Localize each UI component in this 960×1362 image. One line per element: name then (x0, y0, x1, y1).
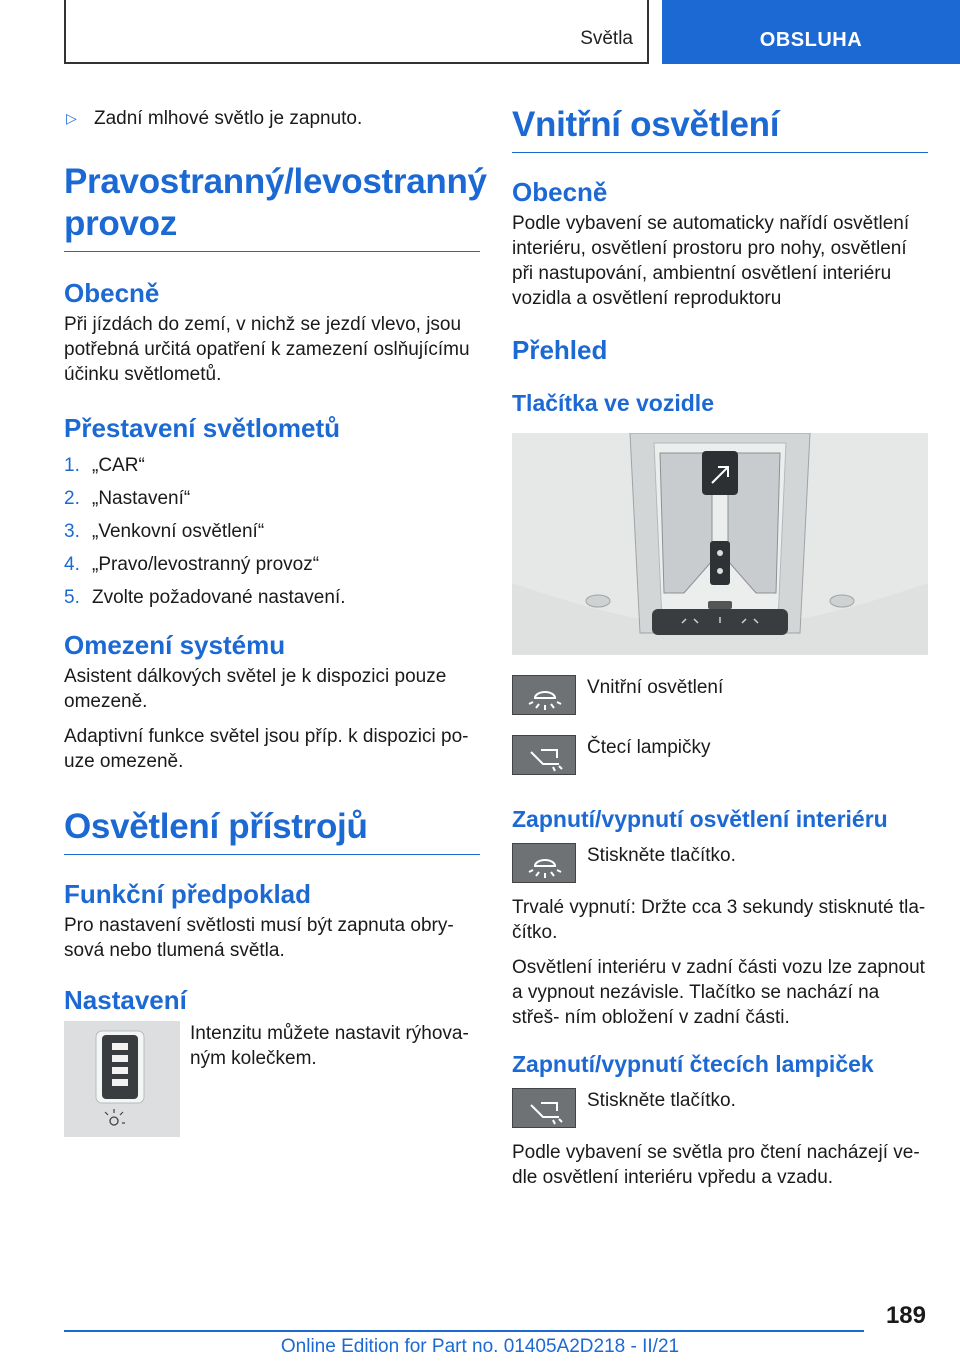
heading-buttons-in-vehicle: Tlačítka ve vozidle (512, 390, 714, 416)
obecne-left-text: Při jízdách do zemí, v nichž se jezdí vlevo, jsou potřebná určitá opatření k zamezení oslňujícímu účinku světlometů. (64, 314, 470, 385)
heading-obecne-left: Obecně (64, 278, 160, 308)
header-chapter-tab[interactable] (662, 0, 960, 64)
interior-light-legend (512, 675, 928, 715)
interior-permanent-off: Trvalé vypnutí: Držte cca 3 sekundy stisknuté tla- čítko. (512, 897, 926, 943)
limits-text-2: Adaptivní funkce světel jsou příp. k dispozici po- uze omezeně. (64, 726, 469, 772)
obecne-right-text: Podle vybavení se automaticky nařídí osvětlení interiéru, osvětlení prostoru pro nohy, osvětlení při nastupování, ambientní osvětlení interiéru vozidla a osvětlení reproduktoru (512, 213, 910, 309)
dome-light-icon (513, 844, 577, 884)
heading-instrument-lighting: Osvětlení přístrojů (64, 806, 480, 855)
headlight-steps (64, 453, 480, 610)
overhead-console-illustration (512, 433, 928, 655)
interior-press-text: Stiskněte tlačítko. (587, 845, 736, 866)
heading-interior-lighting: Vnitřní osvětlení (512, 104, 928, 153)
footer-divider (64, 1330, 864, 1332)
reading-location-text: Podle vybavení se světla pro čtení nacházejí ve- dle osvětlení interiéru vpředu a vzadu. (512, 1142, 920, 1188)
reading-lamp-icon (513, 1089, 577, 1129)
interior-press-row (512, 843, 928, 883)
interior-light-button[interactable] (512, 675, 576, 715)
heading-headlight-adjust: Přestavení světlometů (64, 413, 341, 443)
heading-obecne-right: Obecně (512, 177, 608, 207)
interior-light-label: Vnitřní osvětlení (587, 677, 724, 698)
prerequisite-text: Pro nastavení světlosti musí být zapnuta obry- sová nebo tlumená světla. (64, 915, 454, 961)
reading-light-label: Čtecí lampičky (587, 737, 711, 758)
limits-text-1: Asistent dálkových světel je k dispozici pouze omezeně. (64, 666, 447, 712)
dial-row (64, 1021, 480, 1137)
header-chapter-label: OBSLUHA (759, 29, 863, 51)
thumbwheel-icon (64, 1021, 180, 1137)
overhead-console-image (512, 433, 928, 655)
reading-light-legend (512, 735, 928, 775)
step-item: 4. „Pravo/levostranný provoz“ (64, 554, 320, 575)
thumbwheel-image (64, 1021, 180, 1137)
step-item: 2. „Nastavení“ (64, 488, 191, 509)
dome-light-icon (513, 676, 577, 716)
heading-drive-side: Pravostranný/levostranný provoz (64, 161, 480, 252)
header-section-box (64, 0, 649, 64)
reading-press-row (512, 1088, 928, 1128)
heading-settings: Nastavení (64, 985, 187, 1015)
interior-light-button-small[interactable] (512, 843, 576, 883)
reading-press-text: Stiskněte tlačítko. (587, 1090, 736, 1111)
reading-light-button-small[interactable] (512, 1088, 576, 1128)
fog-light-note-text: Zadní mlhové světlo je zapnuto. (94, 108, 363, 129)
settings-text: Intenzitu můžete nastavit rýhova- ným kolečkem. (190, 1023, 469, 1069)
heading-prerequisite: Funkční předpoklad (64, 879, 312, 909)
triangle-bullet-icon: ▷ (66, 110, 77, 126)
reading-light-button[interactable] (512, 735, 576, 775)
footer-edition: Online Edition for Part no. 01405A2D218 - II/21 (280, 1336, 680, 1357)
step-item: 3. „Venkovní osvětlení“ (64, 521, 265, 542)
step-item: 1. „CAR“ (64, 455, 145, 476)
header-section-title: Světla (580, 28, 633, 49)
interior-rear-text: Osvětlení interiéru v zadní části vozu lze zapnout a vypnout nezávisle. Tlačítko se nachází na střeš- ním obložení v zadní části. (512, 957, 925, 1028)
fog-light-note (64, 106, 480, 131)
page-number: 189 (885, 1302, 926, 1329)
reading-lamp-icon (513, 736, 577, 776)
left-column (64, 100, 487, 1137)
heading-reading-on-off: Zapnutí/vypnutí čtecích lampiček (512, 1051, 874, 1077)
heading-overview: Přehled (512, 335, 608, 365)
step-item: 5. Zvolte požadované nastavení. (64, 587, 346, 608)
heading-interior-on-off: Zapnutí/vypnutí osvětlení interiéru (512, 806, 888, 832)
right-column (512, 100, 928, 1190)
heading-system-limits: Omezení systému (64, 630, 286, 660)
